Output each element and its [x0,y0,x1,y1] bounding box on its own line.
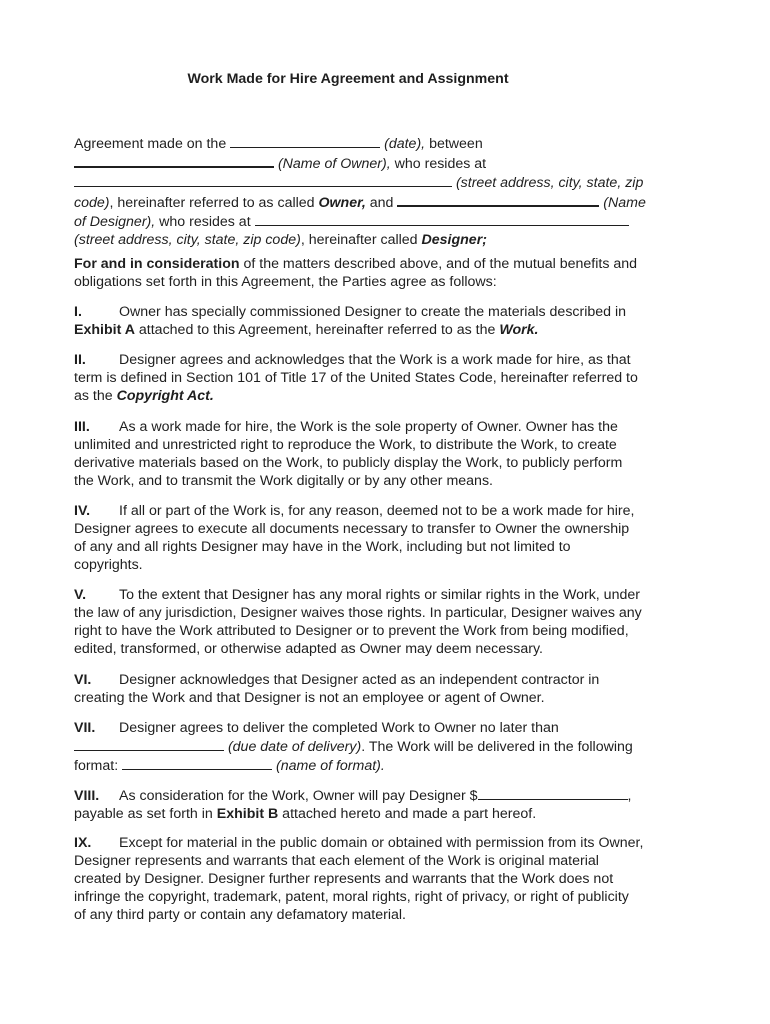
clause-text: copyrights. [74,557,143,573]
consideration-paragraph [74,255,684,291]
clause-text: of any third party or contain any defamatory material. [74,907,406,923]
exhibit-a-ref: Exhibit A [74,322,135,338]
clause-text: attached hereto and made a part hereof. [278,806,537,822]
clause-text: Except for material in the public domain or obtained with permission from its Owner, [119,835,644,851]
intro-text: code) [74,195,110,211]
consideration-text: of the matters described above, and of the mutual benefits and [239,256,638,272]
intro-text: , hereinafter called [300,232,422,248]
intro-text: of Designer), [74,214,156,230]
clause-text: infringe the copyright, trademark, patent, moral rights, right of privacy, or right of publicity [74,889,629,905]
date-blank[interactable] [230,134,380,148]
clause-text: Designer agrees to execute all documents necessary to transfer to Owner the ownership [74,521,630,537]
clause-text: unlimited and unrestricted right to reproduce the Work, to distribute the Work, to create [74,437,617,453]
clause-text: edited, transformed, or otherwise adapted as Owner may deem necessary. [74,641,543,657]
document-title: Work Made for Hire Agreement and Assignment [187,71,509,87]
clause-text: derivative materials based on the Work, to publicly display the Work, to publicly perform [74,455,623,471]
clause-text: the Work, and to transmit the Work digitally or by any other means. [74,473,493,489]
intro-text: (street address, city, state, zip code) [74,232,301,248]
clause-text: format: [74,758,123,774]
intro-paragraph [74,134,684,249]
clause-4 [74,502,684,574]
clause-text: as the [74,388,117,404]
clause-text: Owner has specially commissioned Designer to create the materials described in [119,304,627,320]
clause-number: V. [74,587,87,603]
clause-text: , [627,788,632,804]
clause-text: Designer agrees to deliver the completed Work to Owner no later than [119,720,559,736]
clause-text: . The Work will be delivered in the following [361,739,633,755]
intro-text: who resides at [155,214,255,230]
intro-text: Owner, [318,195,366,211]
designer-name-blank[interactable] [397,192,599,207]
clause-text: Designer agrees and acknowledges that the Work is a work made for hire, as that [119,352,631,368]
clause-text: As consideration for the Work, Owner will pay Designer $ [119,788,478,804]
clause-number: I. [74,304,82,320]
clause-text: created by Designer. Designer further represents and warrants that the Work does not [74,871,614,887]
clause-number: IX. [74,835,92,851]
clause-5 [74,586,684,658]
clause-9 [74,834,684,924]
intro-text: and [365,195,398,211]
clause-text: As a work made for hire, the Work is the sole property of Owner. Owner has the [119,419,618,435]
clause-text: (due date of delivery) [224,739,362,755]
intro-text: , hereinafter referred to as called [109,195,319,211]
clause-text: attached to this Agreement, hereinafter referred to as the [134,322,500,338]
clause-number: II. [74,352,86,368]
exhibit-b-ref: Exhibit B [216,806,279,822]
clause-number: III. [74,419,90,435]
owner-name-blank[interactable] [74,153,274,168]
clause-text: Designer acknowledges that Designer acted as an independent contractor in [119,672,600,688]
clause-text: payable as set forth in [74,806,217,822]
clause-text: right to have the Work attributed to Designer or to prevent the Work from being modified, [74,623,629,639]
clause-number: VIII. [74,788,100,804]
intro-text: (Name of Owner), [274,156,391,172]
designer-address-blank[interactable] [255,212,629,226]
clause-text: To the extent that Designer has any moral rights or similar rights in the Work, under [119,587,640,603]
clause-text: (name of format). [272,758,385,774]
clause-text: Designer represents and warrants that each element of the Work is original material [74,853,599,869]
clause-text: Work. [499,322,539,338]
clause-number: IV. [74,503,91,519]
format-blank[interactable] [122,756,272,770]
consideration-lead: For and in consideration [74,256,240,272]
clause-2 [74,351,684,405]
intro-text: who resides at [390,156,487,172]
clause-text: the law of any jurisdiction, Designer waives those rights. In particular, Designer waives any [74,605,642,621]
intro-text: between [425,136,483,152]
clause-8 [74,786,684,823]
intro-text: Agreement made on the [74,136,231,152]
clause-6 [74,671,684,707]
owner-address-blank[interactable] [74,173,452,187]
clause-text: creating the Work and that Designer is not an employee or agent of Owner. [74,690,545,706]
intro-text: Designer; [421,232,487,248]
clause-text: Copyright Act. [116,388,214,404]
clause-3 [74,418,684,490]
clause-text: If all or part of the Work is, for any reason, deemed not to be a work made for hire, [119,503,635,519]
clause-1 [74,303,684,339]
clause-number: VI. [74,672,92,688]
clause-text: term is defined in Section 101 of Title 17 of the United States Code, hereinafter referred to [74,370,638,386]
clause-text: of any and all rights Designer may have in the Work, including but not limited to [74,539,571,555]
due-date-blank[interactable] [74,737,224,751]
intro-text: (Name [599,195,646,211]
payment-amount-blank[interactable] [478,786,628,800]
clause-7 [74,719,684,775]
intro-text: (date), [380,136,426,152]
intro-text: (street address, city, state, zip [452,175,644,191]
clause-number: VII. [74,720,96,736]
consideration-text: obligations set forth in this Agreement, the Parties agree as follows: [74,274,497,290]
